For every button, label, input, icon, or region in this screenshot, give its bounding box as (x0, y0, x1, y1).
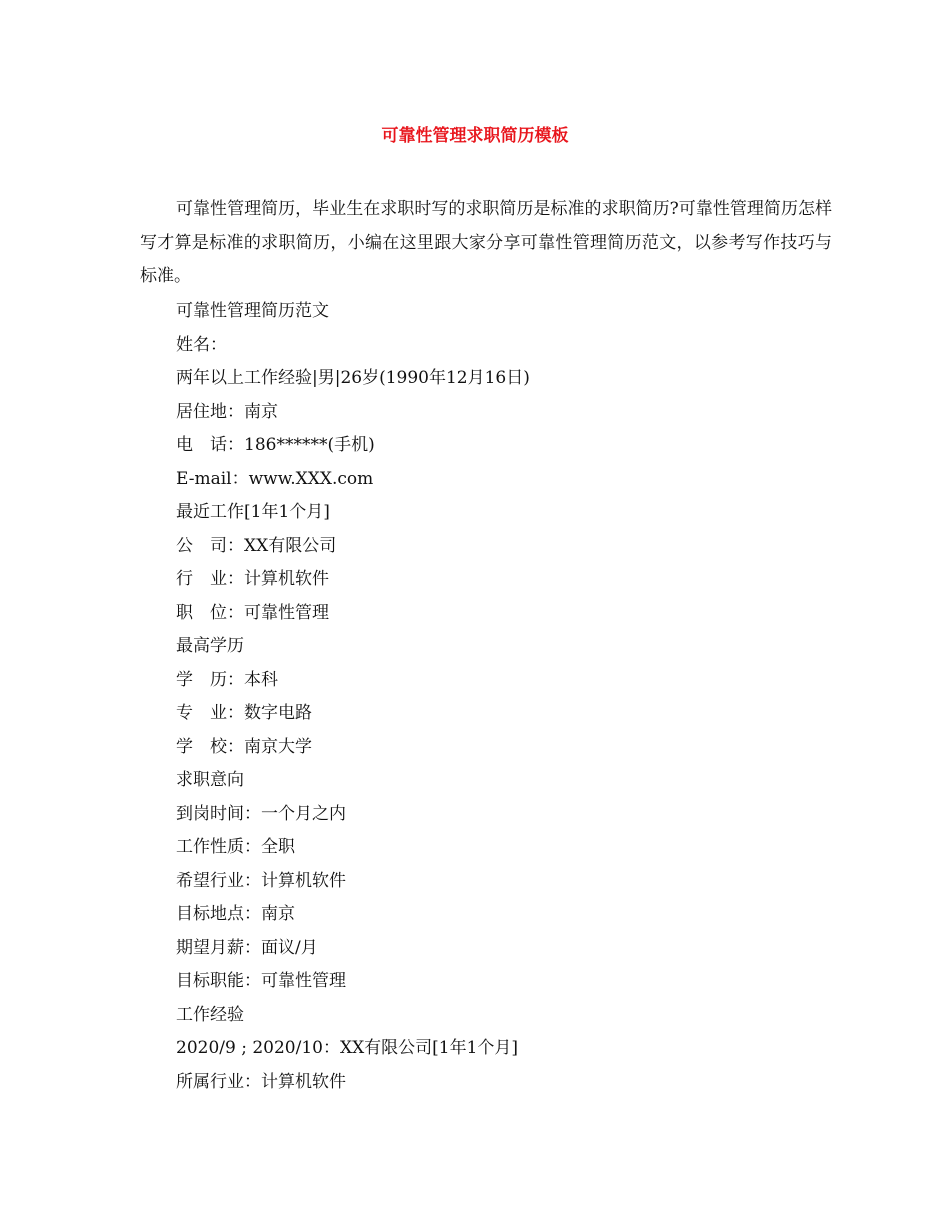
line-email: E-mail：www.XXX.com (176, 468, 374, 489)
line-work-industry: 所属行业：计算机软件 (176, 1071, 346, 1092)
line-work-period: 2020/9 ; 2020/10：XX有限公司[1年1个月] (176, 1038, 519, 1058)
line-company: 公 司：XX有限公司 (176, 535, 337, 556)
line-phone: 电 话：186******(手机) (176, 435, 375, 455)
line-major: 专 业：数字电路 (176, 703, 312, 723)
line-target-location: 目标地点：南京 (176, 904, 295, 924)
line-desired-industry: 希望行业：计算机软件 (176, 870, 346, 891)
line-industry: 行 业：计算机软件 (176, 569, 329, 589)
line-degree: 学 历：本科 (176, 669, 278, 690)
resume-lines (176, 295, 836, 1099)
document-title: 可靠性管理求职简历模板 (381, 126, 569, 146)
line-position: 职 位：可靠性管理 (176, 602, 329, 623)
line-recent-work-heading: 最近工作[1年1个月] (176, 502, 330, 522)
line-education-heading: 最高学历 (176, 636, 244, 656)
line-job-type: 工作性质：全职 (176, 837, 295, 857)
line-school: 学 校：南京大学 (176, 736, 312, 757)
line-work-experience-heading: 工作经验 (176, 1004, 244, 1025)
line-name: 姓名： (176, 334, 227, 355)
line-resume-sample-heading: 可靠性管理简历范文 (176, 301, 329, 321)
intro-paragraph: 可靠性管理简历，毕业生在求职时写的求职简历是标准的求职简历?可靠性管理简历怎样写才算是标准的求职简历，小编在这里跟大家分享可靠性管理简历范文，以参考写作技巧与标准。 (140, 199, 832, 286)
line-basic-info: 两年以上工作经验|男|26岁(1990年12月16日) (176, 368, 530, 388)
line-job-intent-heading: 求职意向 (176, 770, 244, 790)
line-start-time: 到岗时间：一个月之内 (176, 803, 346, 824)
line-expected-salary: 期望月薪：面议/月 (176, 937, 318, 958)
line-residence: 居住地：南京 (176, 401, 278, 422)
line-target-function: 目标职能：可靠性管理 (176, 971, 346, 991)
